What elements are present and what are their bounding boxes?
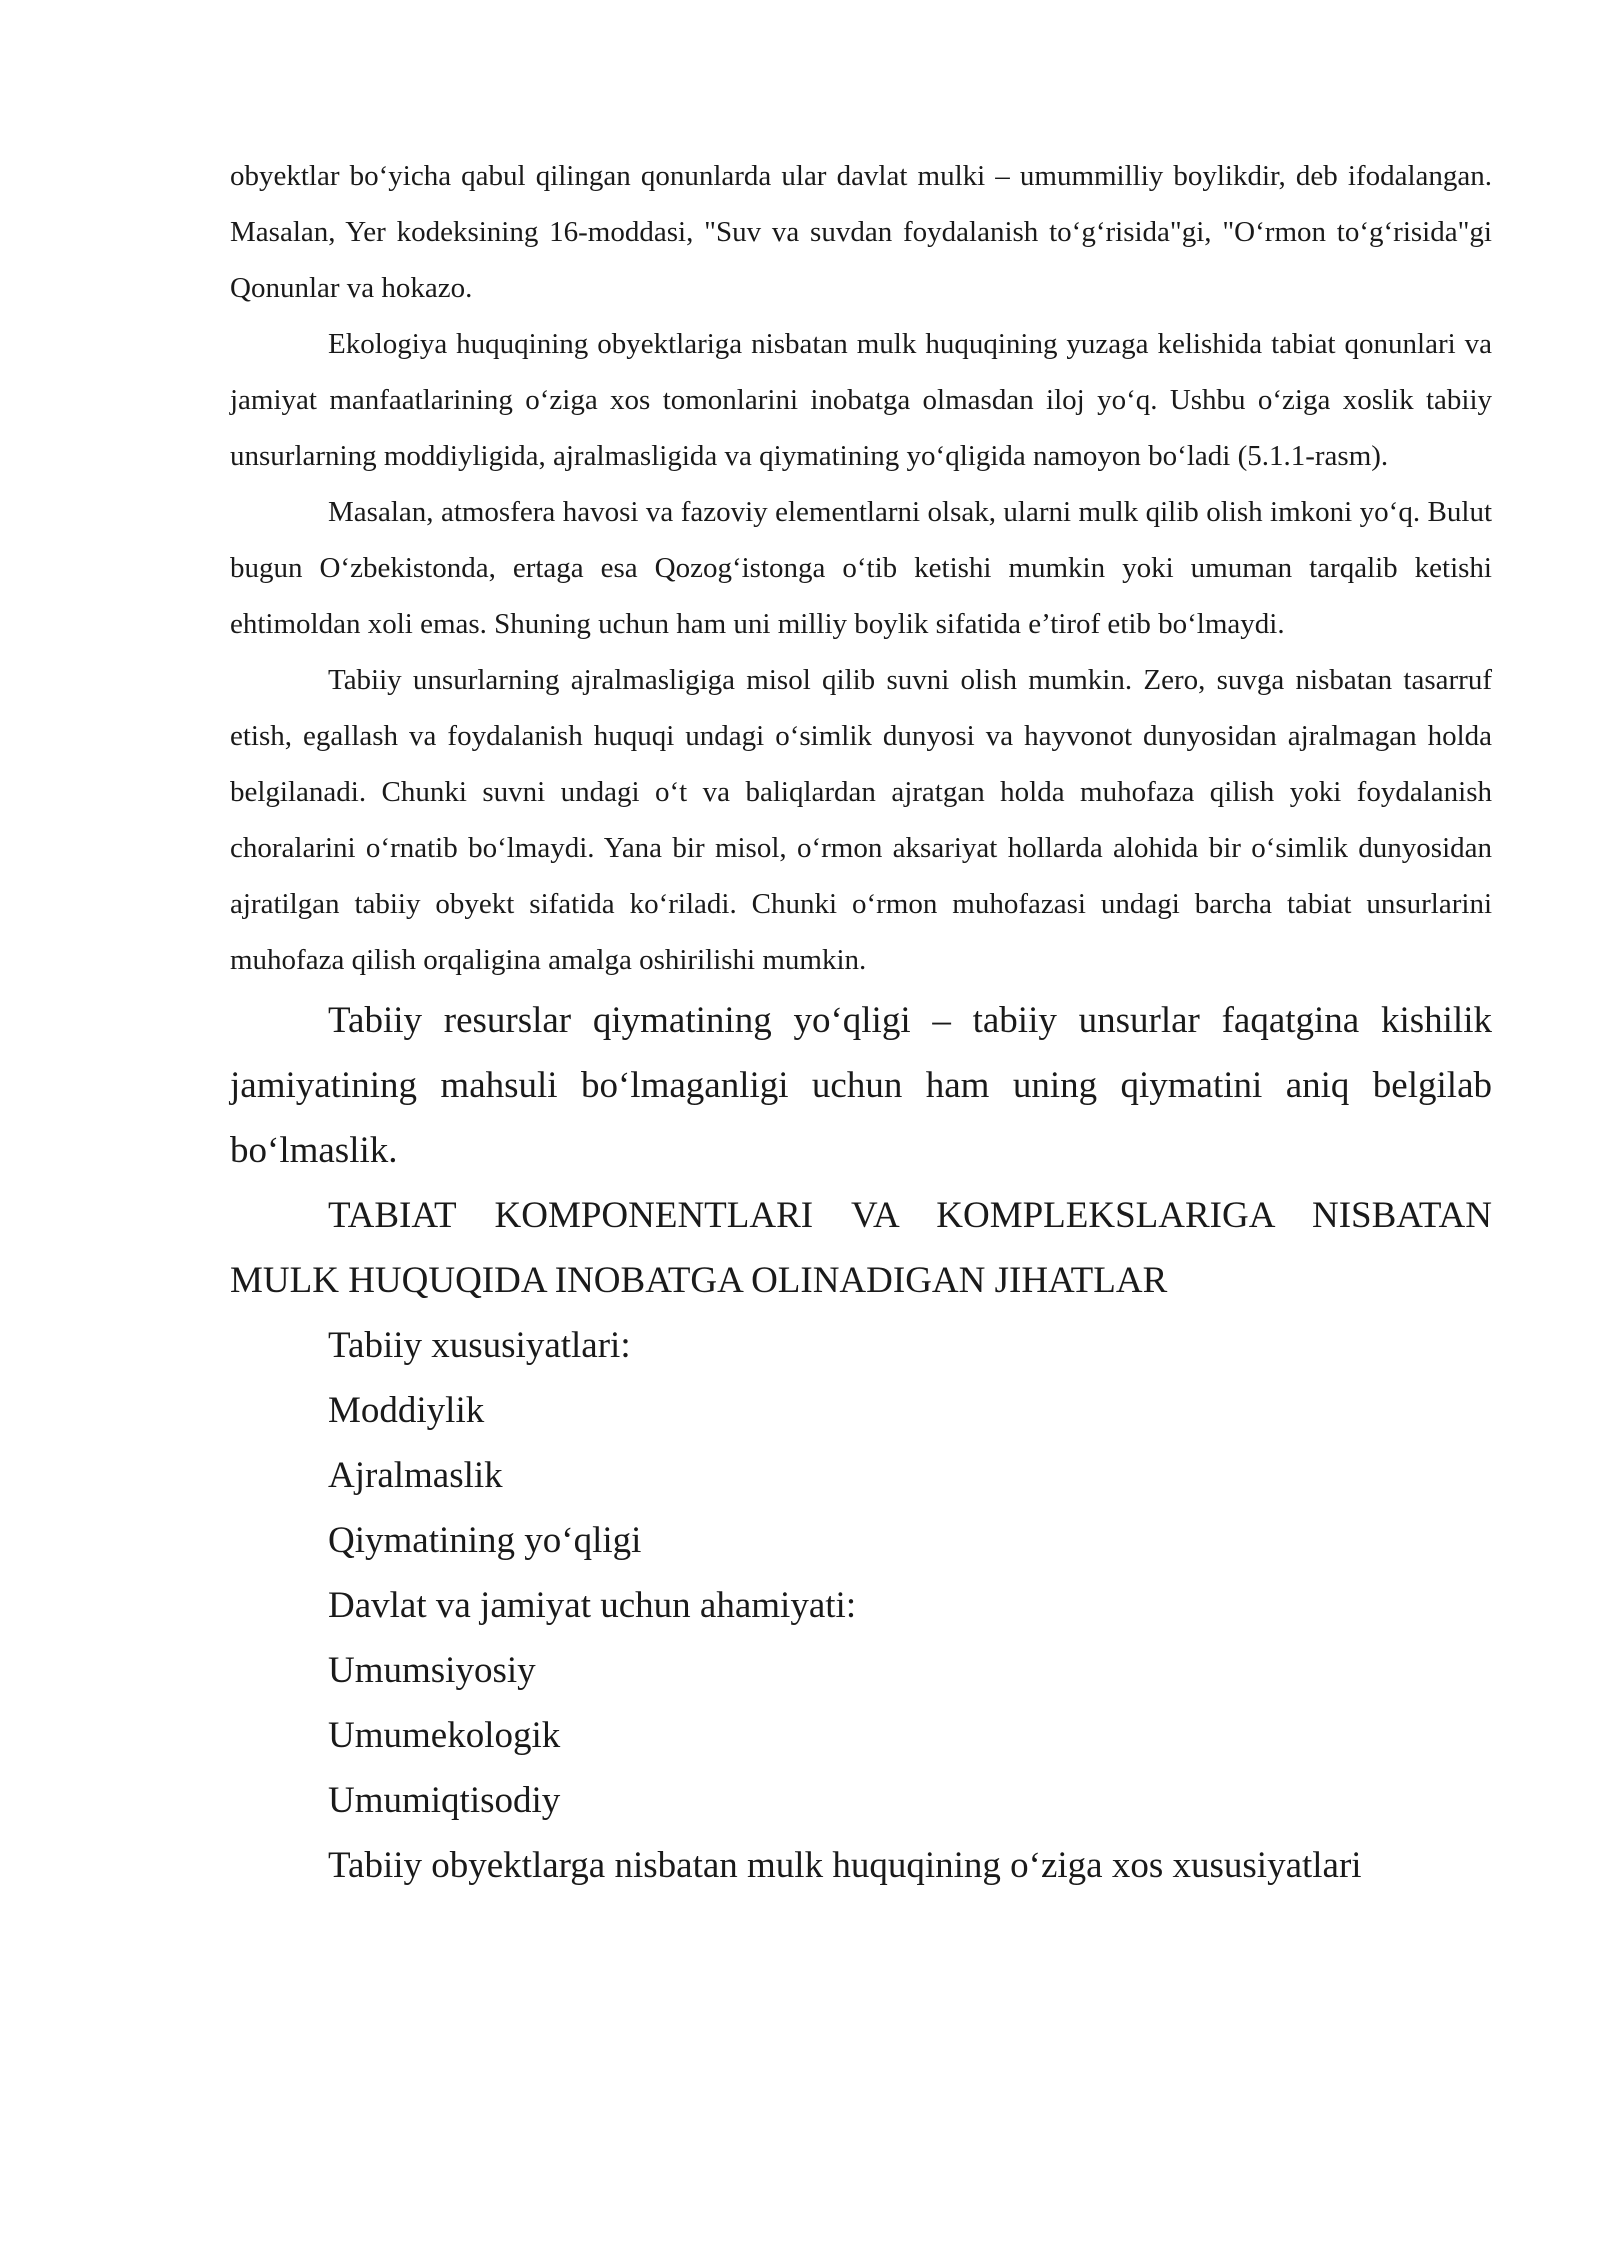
list-item: Qiymatining yo‘qligi [328,1520,642,1561]
paragraph-atmosphere-example: Masalan, atmosfera havosi va fazoviy elementlarni olsak, ularni mulk qilib olish imkoni yo‘q. Bulut bugun O‘zbekistonda, ertaga esa Qozog‘istonga o‘tib ketishi mumkin yoki umuman tarqalib ketishi ehtimoldan xoli emas. Shuning uchun ham uni milliy boylik sifatida e’tirof etib bo‘lmaydi. [230,496,1492,640]
list-item: Ajralmaslik [328,1455,503,1496]
paragraph-resource-value: Tabiiy resurslar qiymatining yo‘qligi – tabiiy unsurlar faqatgina kishilik jamiyatining mahsuli bo‘lmaganligi uchun ham uning qiymatini aniq belgilab bo‘lmaslik. [230,1000,1492,1171]
list-item: Umumiqtisodiy [328,1780,561,1821]
paragraph-continuation: obyektlar bo‘yicha qabul qilingan qonunlarda ular davlat mulki – umummilliy boylikdir, deb ifodalangan. Masalan, Yer kodeksining 16-moddasi, "Suv va suvdan foydalanish to‘g‘risida"gi, "O‘rmon to‘g‘risida"gi Qonunlar va hokazo. [230,160,1492,304]
list-item: Umumekologik [328,1715,561,1756]
list-item: Tabiiy xususiyatlari: [328,1325,631,1366]
document-page [230,148,1492,1898]
paragraph-ecology-ownership: Ekologiya huquqining obyektlariga nisbatan mulk huquqining yuzaga kelishida tabiat qonunlari va jamiyat manfaatlarining o‘ziga xos tomonlarini inobatga olmasdan iloj yo‘q. Ushbu o‘ziga xoslik tabiiy unsurlarning moddiyligida, ajralmasligida va qiymatining yo‘qligida namoyon bo‘ladi (5.1.1-rasm). [230,328,1492,472]
list-item: Davlat va jamiyat uchun ahamiyati: [328,1585,857,1626]
list-item: Moddiylik [328,1390,485,1431]
paragraph-water-example: Tabiiy unsurlarning ajralmasligiga misol qilib suvni olish mumkin. Zero, suvga nisbatan tasarruf etish, egallash va foydalanish huquqi undagi o‘simlik dunyosi va hayvonot dunyosidan ajralmagan holda belgilanadi. Chunki suvni undagi o‘t va baliqlardan ajratgan holda muhofaza qilish yoki foydalanish choralarini o‘rnatib bo‘lmaydi. Yana bir misol, o‘rmon aksariyat hollarda alohida bir o‘simlik dunyosidan ajratilgan tabiiy obyekt sifatida ko‘riladi. Chunki o‘rmon muhofazasi undagi barcha tabiat unsurlarini muhofaza qilish orqaligina amalga oshirilishi mumkin. [230,664,1492,976]
list-item: Tabiiy obyektlarga nisbatan mulk huquqining o‘ziga xos xususiyatlari [328,1845,1362,1886]
section-heading: TABIAT KOMPONENTLARI VA KOMPLEKSLARIGA NISBATAN MULK HUQUQIDA INOBATGA OLINADIGAN JIHATLAR [230,1195,1492,1301]
list-item: Umumsiyosiy [328,1650,536,1691]
